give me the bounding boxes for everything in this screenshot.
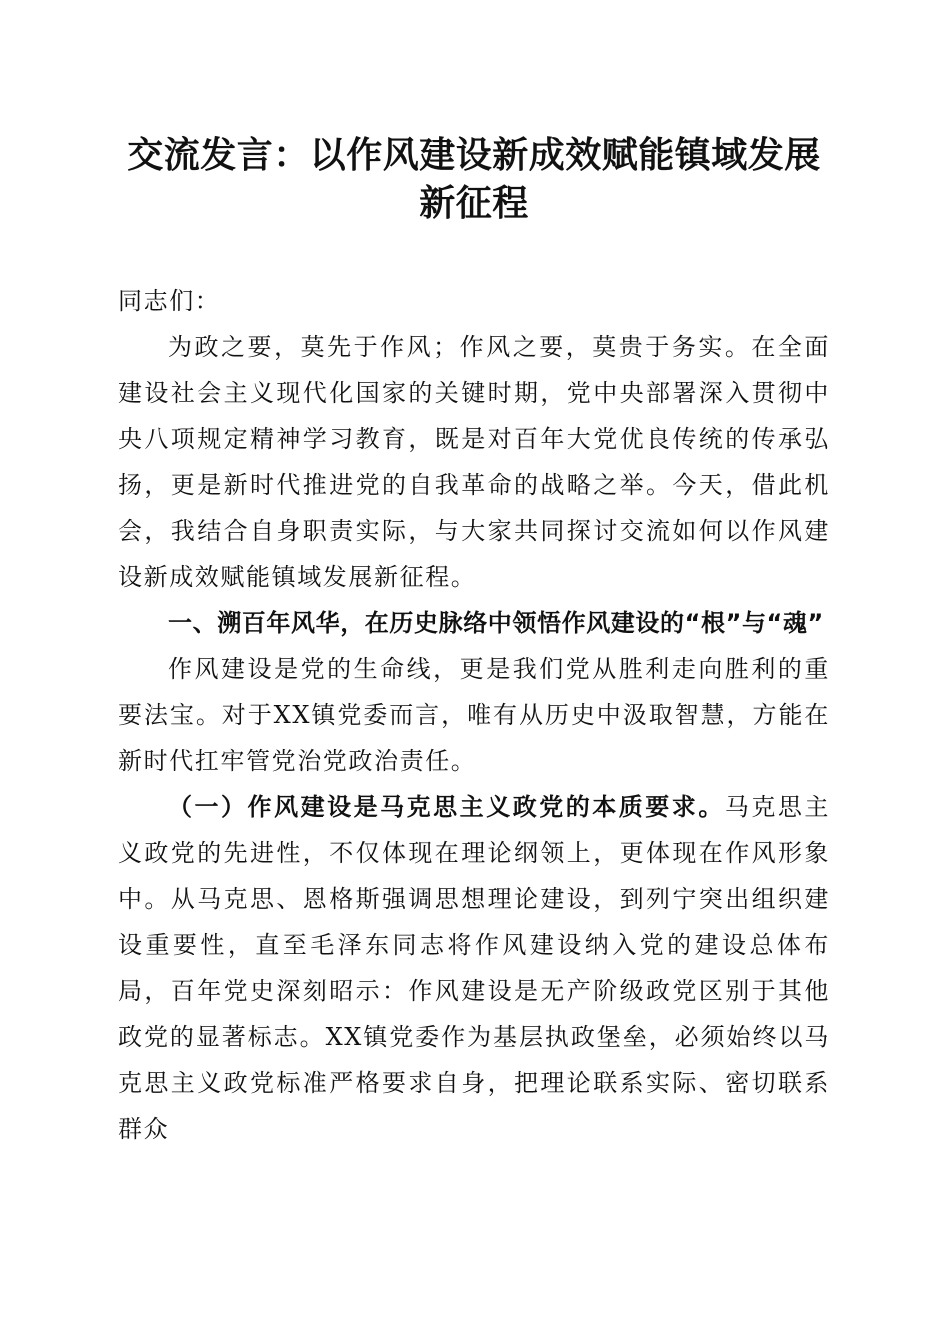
salutation: 同志们： [118, 287, 221, 315]
document-title: 交流发言：以作风建设新成效赋能镇域发展新征程 [127, 135, 821, 224]
subsection-1-heading: （一）作风建设是马克思主义政党的本质要求。 [168, 792, 725, 821]
section-1-intro-paragraph: 作风建设是党的生命线，更是我们党从胜利走向胜利的重要法宝。对于XX镇党委而言，唯有从历史中汲取智慧，方能在新时代扛牢管党治党政治责任。 [118, 655, 830, 775]
document-body [118, 278, 830, 1152]
document-page [118, 132, 830, 1152]
subsection-1-text: 马克思主义政党的先进性，不仅体现在理论纲领上，更体现在作风形象中。从马克思、恩格斯强调思想理论建设，到列宁突出组织建设重要性，直至毛泽东同志将作风建设纳入党的建设总体布局，百年党史深刻昭示：作风建设是无产阶级政党区别于其他政党的显著标志。XX镇党委作为基层执政堡垒，必须始终以马克思主义政党标准严格要求自身，把理论联系实际、密切联系群众 [118, 793, 830, 1143]
subsection-1-paragraph [118, 784, 830, 1152]
section-heading-1: 一、溯百年风华，在历史脉络中领悟作风建设的“根”与“魂” [168, 609, 824, 637]
opening-paragraph: 为政之要，莫先于作风；作风之要，莫贵于务实。在全面建设社会主义现代化国家的关键时期，党中央部署深入贯彻中央八项规定精神学习教育，既是对百年大党优良传统的传承弘扬，更是新时代推进党的自我革命的战略之举。今天，借此机会，我结合自身职责实际，与大家共同探讨交流如何以作风建设新成效赋能镇域发展新征程。 [118, 333, 830, 591]
